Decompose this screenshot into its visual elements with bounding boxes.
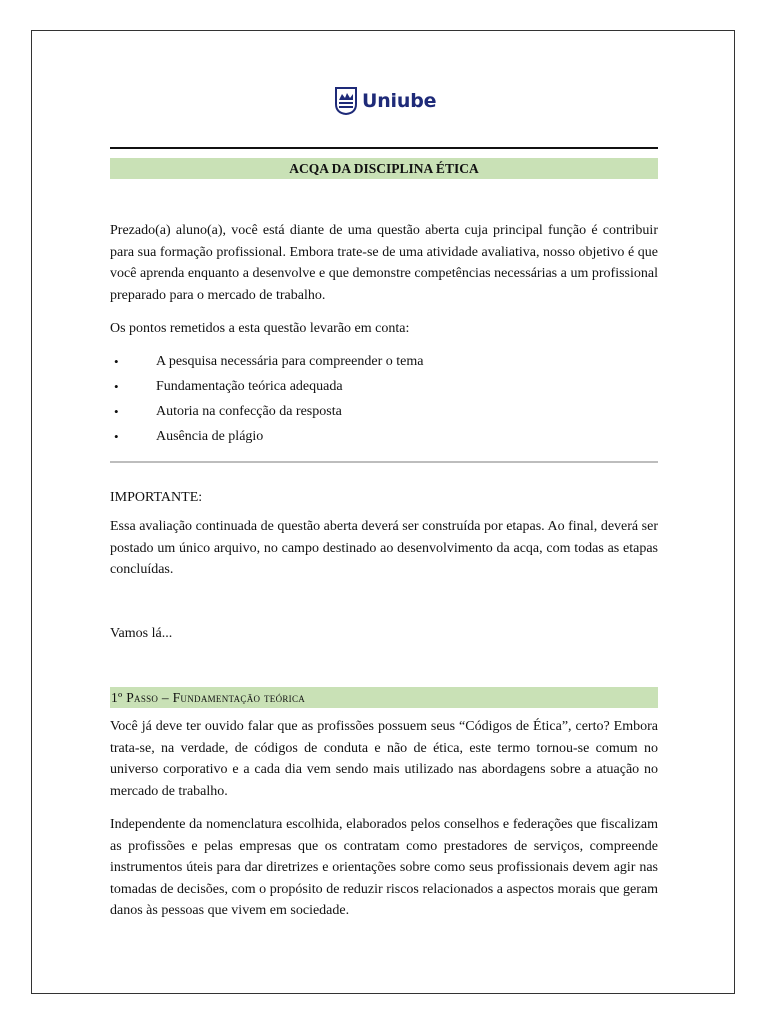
intro-paragraph: Prezado(a) aluno(a), você está diante de uma questão aberta cuja principal função é contribuir para sua formação profissional. Embora trate-se de uma atividade avaliativa, nosso objetivo é que você aprenda enquanto a desenvolve e que demonstre competências necessárias a um profissional preparado para o mercado de trabalho. [110,223,658,303]
closing-text: Vamos lá... [110,626,173,641]
section-divider [110,461,658,463]
bullet-icon: • [114,429,119,444]
important-heading: IMPORTANTE: [110,490,203,505]
bullet-icon: • [114,404,119,419]
list-item-text: Ausência de plágio [156,429,264,444]
list-item-text: Fundamentação teórica adequada [156,379,343,394]
list-item [110,424,658,449]
step-1-paragraph-2: Independente da nomenclatura escolhida, elaborados pelos conselhos e federações que fiscalizam as profissões e pelas empresas que os contratam como prestadores de serviços, compreende instrumentos úteis para dar diretrizes e orientações sobre como seus profissionais devem agir nas tomadas de decisões, com o propósito de reduzir riscos relacionados a aspectos morais que geram danos às pessoas que vivem em sociedade. [110,817,658,919]
list-item [110,349,658,374]
uniube-shield-icon [335,87,357,115]
criteria-list [110,349,658,449]
bullet-icon: • [114,354,119,369]
uniube-logo [335,86,436,116]
header-rule [110,147,658,149]
step-1-heading: 1º Passo – Fundamentação teórica [110,687,658,708]
bullet-icon: • [114,379,119,394]
step-1-paragraph-1: Você já deve ter ouvido falar que as profissões possuem seus “Códigos de Ética”, certo? Embora trata-se, na verdade, de códigos de conduta e não de ética, este termo tornou-se comum no universo corporativo e a cada dia vem sendo mais utilizado nas abordagens sobre a atuação no mercado de trabalho. [110,719,658,799]
list-item-text: Autoria na confecção da resposta [156,404,342,419]
document-page [31,30,735,994]
important-text: Essa avaliação continuada de questão aberta deverá ser construída por etapas. Ao final, deverá ser postado um único arquivo, no campo destinado ao desenvolvimento da acqa, com todas as etapas concluídas. [110,519,658,578]
logo-text: Uniube [362,90,437,112]
list-item [110,399,658,424]
list-item [110,374,658,399]
list-item-text: A pesquisa necessária para compreender o tema [156,354,424,369]
page-title: ACQA DA DISCIPLINA ÉTICA [110,158,658,179]
points-intro: Os pontos remetidos a esta questão levarão em conta: [110,321,410,336]
